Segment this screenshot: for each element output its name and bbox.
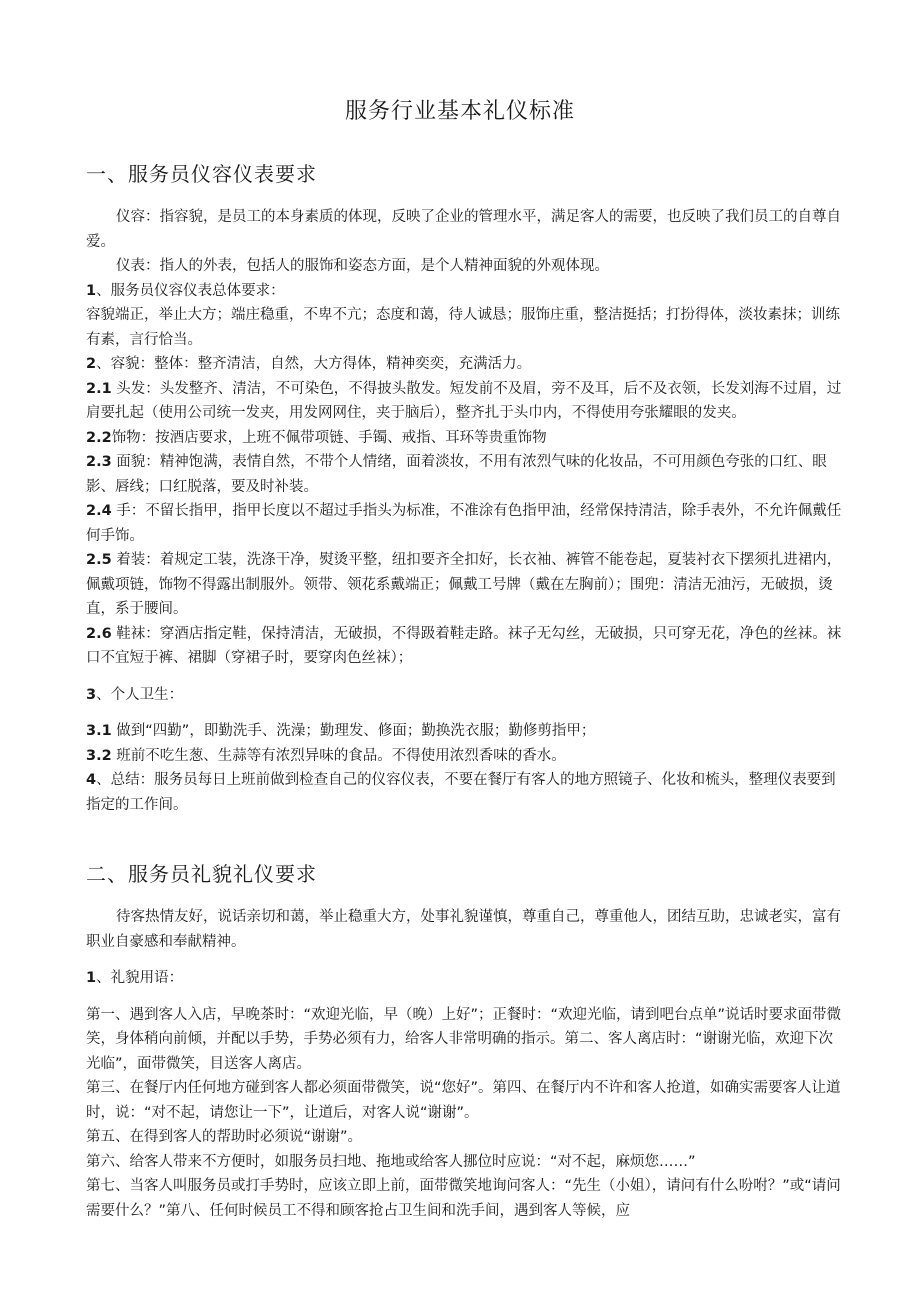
paragraph: 第五、在得到客人的帮助时必须说“谢谢”。 <box>86 1129 363 1145</box>
paragraph: 容貌端正，举止大方；端庄稳重，不卑不亢；态度和蔼，待人诚恳；服饰庄重，整洁挺括；打扮得体，淡妆素抹；训练有素，言行恰当。 <box>86 307 840 348</box>
paragraph: 仪容：指容貌，是员工的本身素质的体现，反映了企业的管理水平，满足客人的需要，也反映了我们员工的自尊自爱。 <box>86 209 841 250</box>
paragraph: 2.5 着装：着规定工装，洗涤干净，熨烫平整，纽扣要齐全扣好，长衣袖、裤管不能卷起，夏装衬衣下摆须扎进裙内，佩戴项链，饰物不得露出制服外。领带、领花系戴端正；佩戴工号牌（戴在左胸前）；围兜：清洁无油污，无破损，烫直，系于腰间。 <box>86 552 842 617</box>
paragraph: 4、总结：服务员每日上班前做到检查自己的仪容仪表，不要在餐厅有客人的地方照镜子、化妆和梳头，整理仪表要到指定的工作间。 <box>86 772 836 813</box>
paragraph: 2.3 面貌：精神饱满，表情自然，不带个人情绪，面着淡妆，不用有浓烈气味的化妆品，不可用颜色夸张的口红、眼影、唇线；口红脱落，要及时补装。 <box>86 454 827 495</box>
paragraph: 3、个人卫生： <box>86 686 184 703</box>
section-1-heading: 一、服务员仪容仪表要求 <box>86 162 317 186</box>
paragraph: 仪表：指人的外表，包括人的服饰和姿态方面，是个人精神面貌的外观体现。 <box>116 258 609 274</box>
paragraph: 2、容貌：整体：整齐清洁，自然，大方得体，精神奕奕，充满活力。 <box>86 356 532 372</box>
paragraph: 3.2 班前不吃生葱、生蒜等有浓烈异味的食品。不得使用浓烈香味的香水。 <box>86 747 566 764</box>
paragraph: 第三、在餐厅内任何地方碰到客人都必须面带微笑，说“您好”。第四、在餐厅内不许和客人抢道，如确实需要客人让道时，说：“对不起，请您让一下”，让道后，对客人说“谢谢”。 <box>86 1080 841 1121</box>
paragraph: 2.2饰物：按酒店要求，上班不佩带项链、手镯、戒指、耳环等贵重饰物 <box>86 429 547 446</box>
paragraph: 第一、遇到客人入店，早晚茶时：“欢迎光临，早（晚）上好”；正餐时：“欢迎光临，请到吧台点单”说话时要求面带微笑，身体稍向前倾，并配以手势，手势必须有力，给客人非常明确的指示。第二、客人离店时：“谢谢光临，欢迎下次光临”，面带微笑，目送客人离店。 <box>86 1006 842 1072</box>
paragraph: 1、服务员仪容仪表总体要求： <box>86 282 285 299</box>
paragraph: 待客热情友好，说话亲切和蔼，举止稳重大方，处事礼貌谨慎，尊重自己，尊重他人，团结互助，忠诚老实，富有职业自豪感和奉献精神。 <box>86 909 841 950</box>
paragraph: 2.4 手：不留长指甲，指甲长度以不超过手指头为标准，不准涂有色指甲油，经常保持清洁，除手表外，不允许佩戴任何手饰。 <box>86 503 842 544</box>
paragraph: 3.1 做到“四勤”，即勤洗手、洗澡；勤理发、修面；勤换洗衣服；勤修剪指甲； <box>86 723 596 739</box>
paragraph: 2.6 鞋袜：穿酒店指定鞋，保持清洁，无破损，不得趿着鞋走路。袜子无勾丝，无破损，只可穿无花，净色的丝袜。袜口不宜短于裤、裙脚（穿裙子时，要穿肉色丝袜）； <box>86 625 842 666</box>
paragraph: 第六、给客人带来不方便时，如服务员扫地、拖地或给客人挪位时应说：“对不起，麻烦您……” <box>86 1153 696 1170</box>
document-title: 服务行业基本礼仪标准 <box>344 99 575 124</box>
section-1-body <box>86 205 846 817</box>
paragraph: 2.1 头发：头发整齐、清洁，不可染色，不得披头散发。短发前不及眉，旁不及耳，后不及衣领，长发刘海不过眉，过肩要扎起（使用公司统一发夹，用发网网住，夹于脑后），整齐扎于头巾内，不得使用夸张耀眼的发夹。 <box>86 380 842 421</box>
section-2-body <box>86 905 846 1223</box>
section-2-heading: 二、服务员礼貌礼仪要求 <box>86 862 317 886</box>
paragraph: 第七、当客人叫服务员或打手势时，应该立即上前，面带微笑地询问客人：“先生（小姐），请问有什么吩咐？”或“请问需要什么？”第八、任何时候员工不得和顾客抢占卫生间和洗手间，遇到客人等候，应 <box>86 1178 841 1219</box>
paragraph: 1、礼貌用语： <box>86 970 184 986</box>
